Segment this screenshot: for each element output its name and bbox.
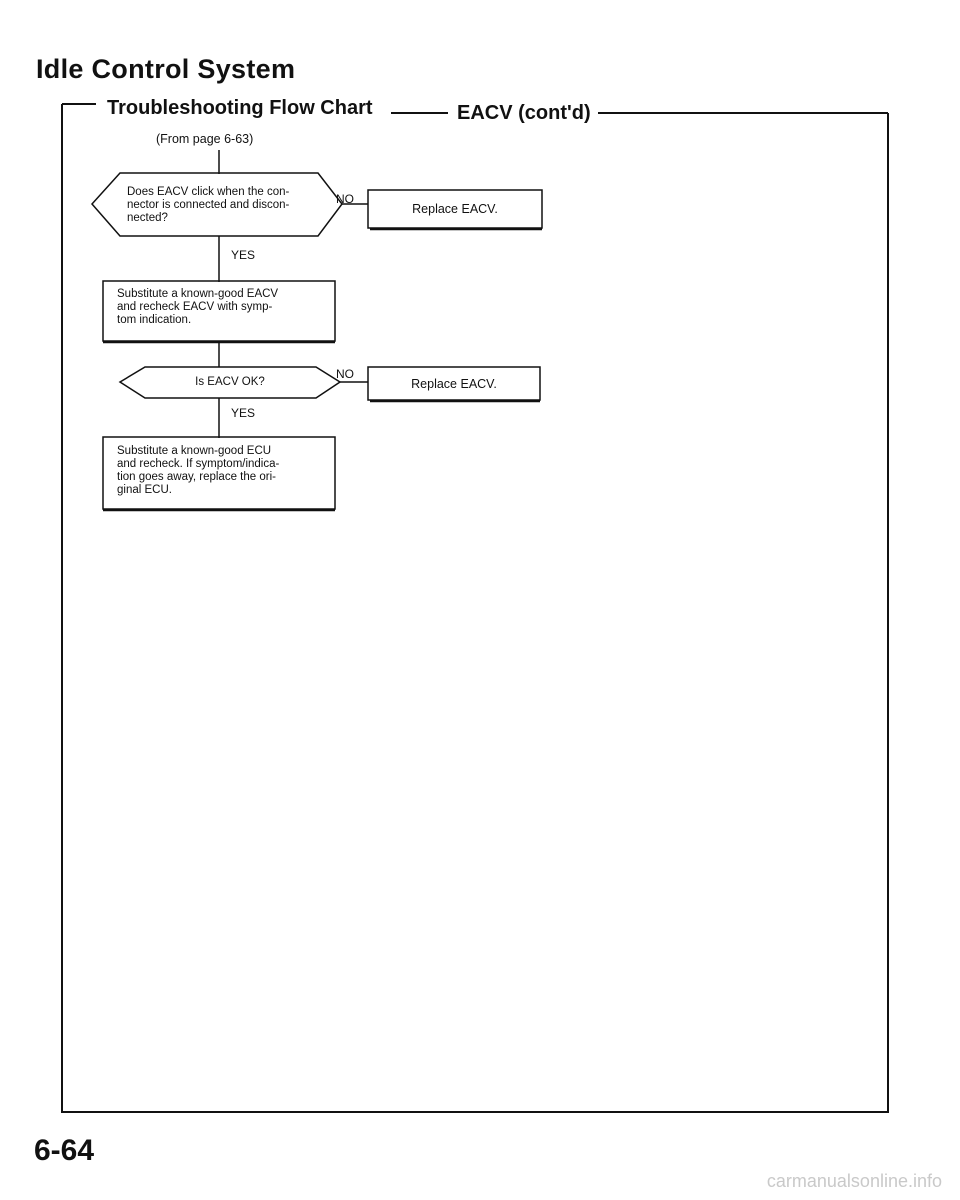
step-2-line: ginal ECU.	[117, 484, 172, 496]
step-2-text	[117, 445, 322, 497]
decision-1-line: Does EACV click when the con-	[127, 186, 290, 198]
watermark: carmanualsonline.info	[766, 1171, 942, 1191]
decision-2-no-label: NO	[336, 367, 354, 381]
step-2-line: Substitute a known-good ECU	[117, 445, 272, 457]
from-page-note: (From page 6-63)	[156, 132, 254, 146]
decision-2-text: Is EACV OK?	[195, 376, 265, 388]
decision-1-line: nected?	[127, 212, 168, 224]
decision-1-text	[127, 186, 323, 225]
frame-top-left	[62, 104, 888, 1112]
step-1-text	[117, 288, 322, 327]
step-1-line: and recheck EACV with symp-	[117, 301, 273, 313]
step-1-line: tom indication.	[117, 314, 192, 326]
decision-2-yes-label: YES	[231, 406, 256, 420]
step-2-line: and recheck. If symptom/indica-	[117, 458, 280, 470]
page-number: 6-64	[34, 1134, 95, 1167]
replace-box-2-text: Replace EACV.	[411, 377, 497, 391]
section-heading: EACV (cont'd)	[457, 102, 591, 124]
decision-1-no-label: NO	[336, 192, 354, 206]
section-subtitle: Troubleshooting Flow Chart	[107, 97, 373, 119]
step-1-line: Substitute a known-good EACV	[117, 288, 279, 300]
replace-box-1-text: Replace EACV.	[412, 202, 498, 216]
step-2-line: tion goes away, replace the ori-	[117, 471, 276, 483]
page-title: Idle Control System	[36, 54, 296, 84]
decision-1-line: nector is connected and discon-	[127, 199, 290, 211]
decision-1-yes-label: YES	[231, 248, 256, 262]
